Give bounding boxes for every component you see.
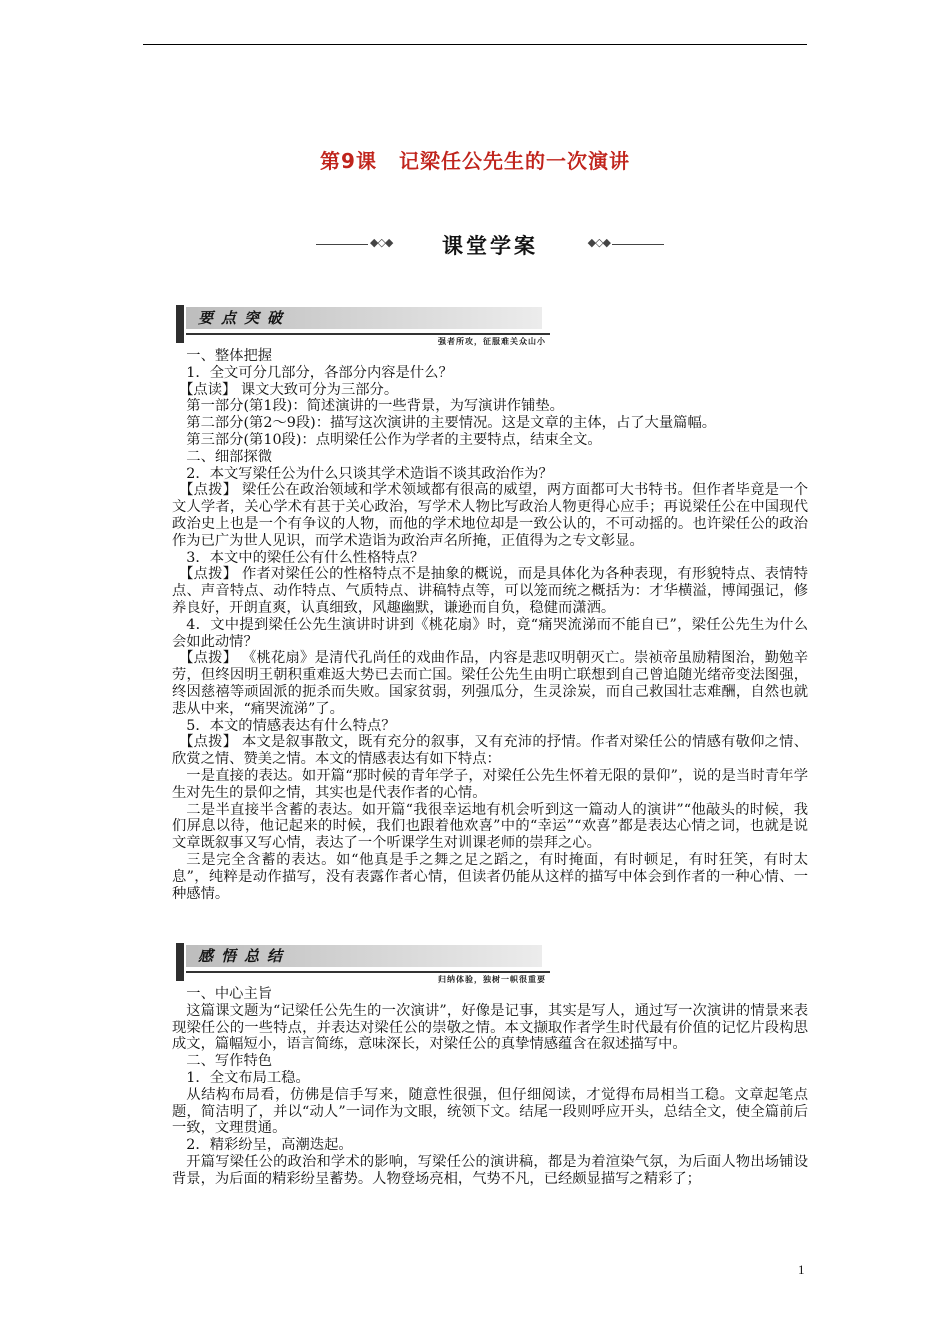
paragraph: 3．本文中的梁任公有什么性格特点？ [186,549,425,566]
banner-left-ornament: ◆◇◆ [370,236,393,249]
heading-rule [186,333,550,335]
heading-bar-mark [176,943,184,981]
paragraph: 开篇写梁任公的政治和学术的影响，写梁任公的演讲稿，都是为着渲染气氛，为后面人物出场铺设背景，为后面的精彩纷呈蓄势。人物登场亮相，气势不凡，已经颇显描写之精彩了； [172,1153,808,1187]
heading-key-points [176,305,550,346]
paragraph: 4．文中提到梁任公先生演讲时讲到《桃花扇》时，竟“痛哭流涕而不能自已”，梁任公先生为什么会如此动情？ [172,616,808,650]
paragraph: 1．全文布局工稳。 [186,1069,310,1086]
header-rule [143,44,807,45]
heading-motto: 强者所攻，征服难关众山小 [438,337,546,346]
paragraph: 二、细部探微 [186,448,273,465]
heading-summary [176,943,550,984]
lesson-number: 第9课 [320,149,377,173]
paragraph: 【点拨】 本文是叙事散文，既有充分的叙事，又有充沛的抒情。作者对梁任公的情感有敬仰之情、欣赏之情、赞美之情。本文的情感表达有如下特点： [172,734,808,768]
paragraph: 2．精彩纷呈，高潮迭起。 [186,1137,353,1154]
section-banner [310,230,670,260]
lesson-name: 记梁任公先生的一次演讲 [398,149,630,173]
lesson-title [0,145,950,174]
paragraph: 二、写作特色 [186,1053,273,1070]
paragraph: 二是半直接半含蓄的表达。如开篇“我很幸运地有机会听到这一篇动人的演讲”“他敲头的时候，我们屏息以待，他记起来的时候，我们也跟着他欢喜”中的“幸运”“欢喜”都是表达心情之词，也就是说文章既叙事又写心情，表达了一个听课学生对训课老师的崇拜之心。 [172,801,808,852]
paragraph: 第一部分(第1段)：简述演讲的一些背景，为写演讲作铺垫。 [186,398,564,415]
heading-title: 感悟总结 [198,947,291,965]
heading-bar-mark [176,305,184,343]
paragraph: 一是直接的表达。如开篇“那时候的青年学子，对梁任公先生怀着无限的景仰”，说的是当时青年学生对先生的景仰之情，其实也是代表作者的心情。 [172,767,808,801]
paragraph: 【点拨】 《桃花扇》是清代孔尚任的戏曲作品，内容是悲叹明朝灭亡。崇祯帝虽励精图治，勤勉辛劳，但终因明王朝积重难返大势已去而亡国。梁任公先生由明亡联想到自己曾追随光绪帝变法图强，终因慈禧等顽固派的扼杀而失败。国家贫弱，列强瓜分，生灵涂炭，而自己救国壮志难酬，自然也就悲从中来，“痛哭流涕”了。 [172,650,808,717]
paragraph: 【点拨】 作者对梁任公的性格特点不是抽象的概说，而是具体化为各种表现，有形貌特点、表情特点、声音特点、动作特点、气质特点、讲稿特点等，可以笼而统之概括为：才华横溢，博闻强记，修养良好，开朗直爽，认真细致，风趣幽默，谦逊而自负，稳健而潇洒。 [172,566,808,616]
key-points-body [172,348,808,902]
paragraph: 第二部分(第2～9段)：描写这次演讲的主要情况。这是文章的主体，占了大量篇幅。 [186,415,717,432]
paragraph: 1．全文可分几部分，各部分内容是什么？ [186,364,453,381]
paragraph: 5．本文的情感表达有什么特点？ [186,717,396,734]
paragraph: 一、中心主旨 [186,986,273,1002]
banner-right-line [612,244,664,245]
paragraph: 【点读】 课文大致可分为三部分。 [179,381,399,398]
paragraph: 第三部分(第10段)：点明梁任公作为学者的主要特点，结束全文。 [186,431,602,448]
paragraph: 一、整体把握 [186,348,273,364]
page-number: 1 [798,1262,805,1277]
paragraph: 2．本文写梁任公为什么只谈其学术造诣不谈其政治作为？ [186,465,553,482]
paragraph: 【点拨】 梁任公在政治领域和学术领域都有很高的威望，两方面都可大书特书。但作者毕竟是一个文人学者，关心学术有甚于关心政治，写学术人物比写政治人物更得心应手；再说梁任公在中国现代政治史上也是一个有争议的人物，而他的学术地位却是一致公认的，不可动摇的。也许梁任公的政治作为已广为世人见识，而学术造诣为政治声名所掩，正值得为之专文彰显。 [172,482,808,549]
heading-rule [186,971,550,973]
banner-right-ornament: ◆◇◆ [587,236,610,249]
banner-label: 课堂学案 [442,234,538,258]
summary-body [172,986,808,1188]
heading-title: 要点突破 [198,309,291,327]
paragraph: 从结构布局看，仿佛是信手写来，随意性很强，但仔细阅读，才觉得布局相当工稳。文章起笔点题，简洁明了，并以“动人”一词作为文眼，统领下文。结尾一段则呼应开头，总结全文，使全篇前后一致，文理贯通。 [172,1086,808,1137]
paragraph: 三是完全含蓄的表达。如“他真是手之舞之足之蹈之，有时掩面，有时顿足，有时狂笑，有时太息”，纯粹是动作描写，没有表露作者心情，但读者仍能从这样的描写中体会到作者的一种心情、一种感情。 [172,851,808,902]
paragraph: 这篇课文题为“记梁任公先生的一次演讲”，好像是记事，其实是写人，通过写一次演讲的情景来表现梁任公的一些特点，并表达对梁任公的崇敬之情。本文撷取作者学生时代最有价值的记忆片段构思成文，篇幅短小，语言简练，意味深长，对梁任公的真挚情感蕴含在叙述描写中。 [172,1002,808,1053]
heading-motto: 归纳体验，独树一帜很重要 [438,975,546,984]
